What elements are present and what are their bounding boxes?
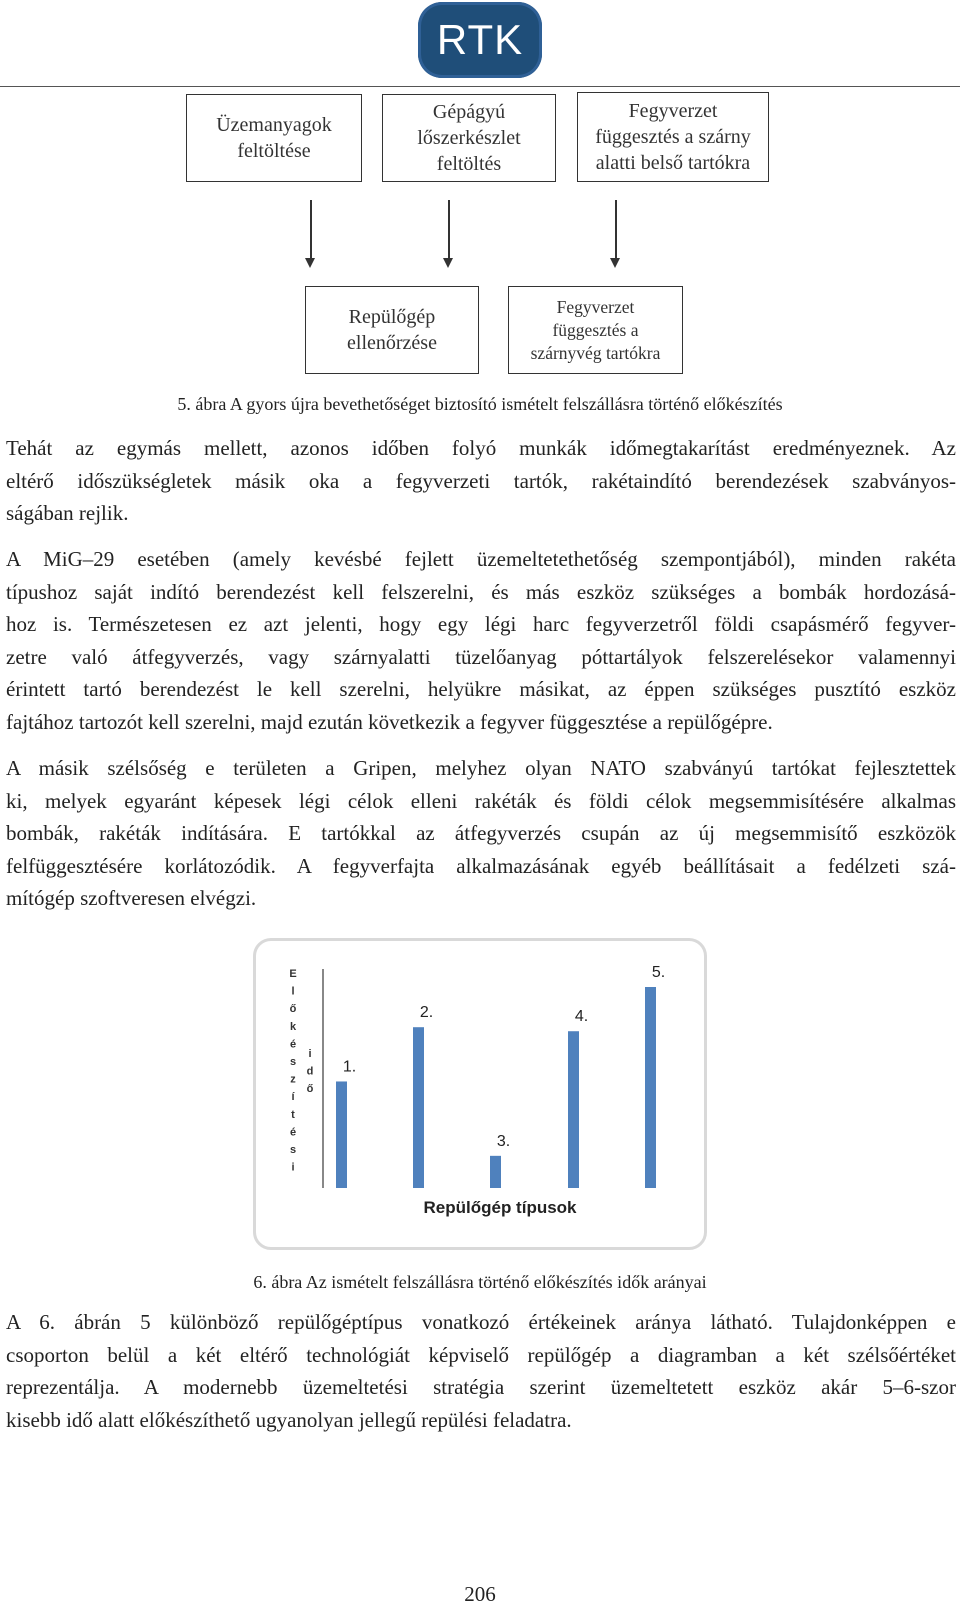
flow-arrowhead-1 (305, 258, 315, 268)
paragraph-line: típushoz saját indító berendezést kell felszerelni, és más eszköz szükséges a bombák hordozásá- (6, 579, 956, 604)
y-axis-label-letter: s (289, 1144, 297, 1156)
paragraph-3 (6, 752, 956, 915)
flow-arrowhead-3 (610, 258, 620, 268)
paragraph-line: Tehát az egymás mellett, azonos időben folyó munkák időmegtakarítást eredményeznek. Az (6, 436, 956, 460)
flow-arrow-1 (310, 200, 312, 260)
bar-data-label: 5. (651, 964, 666, 981)
bar-data-label: 3. (496, 1132, 511, 1150)
paragraph-line: mítógép szoftveresen elvégzi. (6, 886, 257, 910)
y-axis-label-letter: í (291, 1091, 295, 1104)
bar-data-label: 4. (574, 1008, 589, 1026)
paragraph-line: csoporton belül a két eltérő technológiát képviselő repülőgép a diagramban a két szélsőértéket (6, 1342, 956, 1367)
y-axis-label-letter: ő (289, 1003, 297, 1016)
y-axis-label-letter: E (289, 968, 297, 980)
paragraph-line: felfüggesztésére korlátozódik. A fegyverfajta alkalmazásának egyéb beállításait a fedélzeti szá- (6, 853, 956, 878)
paragraph-line: zetre való átfegyverzés, vagy szárnyalatti tüzelőanyag póttartályok felszerelésekor valamennyi (6, 644, 956, 669)
paragraph-line: fajtához tartozót kell szerelni, majd ezután következik a fegyver függesztése a repülőgépre. (6, 709, 773, 734)
figure-5-caption: 5. ábra A gyors újra bevethetőséget biztosító ismételt felszállásra történő előkészítés (177, 394, 783, 414)
paragraph-line: reprezentálja. A modernebb üzemeltetési stratégia szerint üzemeltetett eszköz akár 5–6-szor (6, 1375, 956, 1399)
paragraph-2 (6, 543, 956, 738)
x-axis-title: Repülőgép típusok (423, 1198, 577, 1217)
chart-bar (645, 987, 656, 1188)
flow-box-inner-weapons: Fegyverzet függesztés a szárny alatti belső tartókra (577, 92, 769, 182)
flow-arrow-3 (615, 200, 617, 260)
chart-bar (490, 1156, 501, 1188)
flow-box-aircraft-check: Repülőgép ellenőrzése (305, 286, 479, 374)
paragraph-line: ki, melyek egyaránt képesek légi célok elleni rakéták és földi célok megsemmisítésére alkalmas (6, 788, 956, 813)
paragraph-line: érintett tartó berendezést le kell szerelni, helyükre másikat, az éppen szükséges pusztító eszköz (6, 677, 956, 701)
paragraph-4 (6, 1306, 956, 1436)
chart-bar (568, 1031, 579, 1188)
paragraph-line: A másik szélsőség e területen a Gripen, melyhez olyan NATO szabványú tartókat fejlesztettek (6, 756, 956, 780)
flow-arrowhead-2 (443, 258, 453, 268)
y-axis-label-letter: t (291, 1108, 295, 1121)
paragraph-line: hoz is. Természetesen ez azt jelenti, hogy egy légi harc fegyverzetről földi csapásmérő fegyver- (6, 612, 956, 636)
chart-bar (413, 1027, 424, 1188)
paragraph-line: bombák, rakéták indítására. E tartókkal az átfegyverzés csupán az új megsemmisítő eszközök (6, 821, 956, 845)
paragraph-line: kisebb idő alatt előkészíthető ugyanolyan jellegű repülési feladatra. (6, 1407, 572, 1432)
y-axis-label-letter: z (290, 1073, 296, 1086)
paragraph-line: ságában rejlik. (6, 501, 129, 525)
flow-box-fuel: Üzemanyagok feltöltése (186, 94, 362, 182)
bar-data-label: 1. (342, 1058, 357, 1076)
y-axis-label-letter: é (289, 1038, 297, 1051)
chart-frame (253, 938, 707, 1250)
paragraph-line: eltérő időszükségletek másik oka a fegyverzeti tartók, rakétaindító berendezések szabványos- (6, 468, 956, 493)
flow-box-ammo: Gépágyú lőszerkészlet feltöltés (382, 94, 556, 182)
y-axis-label-letter: l (291, 985, 295, 998)
rtk-logo (418, 2, 542, 78)
bar-chart (256, 941, 704, 1247)
y-axis-sublabel-letter: d (306, 1065, 314, 1078)
logo-text: RTK (436, 16, 524, 63)
y-axis-label-letter: s (289, 1056, 297, 1068)
y-axis-sublabel-letter: i (308, 1048, 312, 1060)
y-axis-label-letter: i (291, 1161, 295, 1174)
y-axis-label-letter: k (289, 1020, 297, 1033)
y-axis-sublabel-letter: ő (306, 1083, 314, 1096)
chart-bar (336, 1081, 347, 1188)
paragraph-line: A 6. ábrán 5 különböző repülőgéptípus vonatkozó értékeinek aránya látható. Tulajdonképpen e (6, 1310, 956, 1334)
page-number: 206 (464, 1582, 496, 1606)
flow-arrow-2 (448, 200, 450, 260)
flow-box-wingtip-weapons: Fegyverzet függesztés a szárnyvég tartókra (508, 286, 683, 374)
figure-6-caption: 6. ábra Az ismételt felszállásra történő előkészítés idők arányai (253, 1272, 707, 1292)
bar-data-label: 2. (419, 1004, 434, 1022)
header-rule (0, 86, 960, 87)
y-axis-label-letter: é (289, 1126, 297, 1139)
paragraph-line: A MiG–29 esetében (amely kevésbé fejlett üzemeltetethetőség szempontjából), minden rakéta (6, 547, 956, 571)
paragraph-1 (6, 432, 956, 530)
